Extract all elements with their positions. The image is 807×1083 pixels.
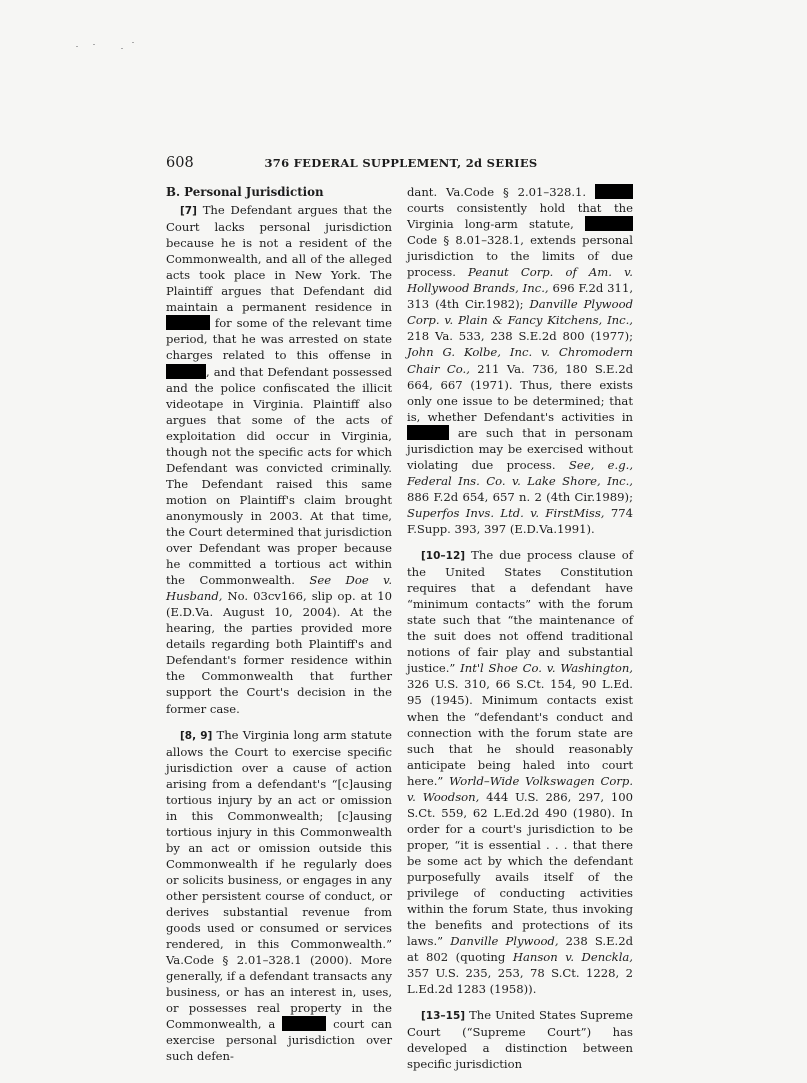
redaction-bar xyxy=(282,1016,326,1031)
case-citation: Danville Plywood, xyxy=(450,934,559,949)
headnote-number: [7] xyxy=(180,205,197,218)
headnote-number: [8, 9] xyxy=(180,729,213,742)
redaction-bar xyxy=(595,184,633,199)
page-number: 608 xyxy=(166,155,194,171)
redaction-bar xyxy=(166,315,210,330)
case-citation: See, e.g., Federal Ins. Co. v. Lake Shore, Inc., xyxy=(407,457,633,488)
section-heading: B. Personal Jurisdiction xyxy=(166,185,324,199)
headnote-number: [10–12] xyxy=(421,550,466,563)
paragraph: [13–15] The United States Supreme Court (“Supreme Court”) has developed a distinction between specific jurisdiction xyxy=(407,1008,634,1072)
left-column xyxy=(166,184,392,1075)
redaction-bar xyxy=(585,216,633,231)
running-header xyxy=(166,155,636,173)
paragraph: [8, 9] The Virginia long arm statute allows the Court to exercise specific jurisdiction over a cause of action arising from a defendant's “[c]ausing tortious injury by an act or omission in this Commonwealth; [c]ausing tortious injury in this Commonwealth by an act or omission outside this Commonwealth if he regularly does or solicits business, or engages in any other persistent course of conduct, or derives substantial revenue from goods used or consumed or services rendered, in this Commonwealth.” Va.Code § 2.01–328.1 (2000). More generally, if a defendant transacts any business, or has an interest in, uses, or possesses real property in the Commonwealth, a court can exercise personal jurisdiction over such defen- xyxy=(166,727,392,1064)
paragraph: [10–12] The due process clause of the United States Constitution requires that a defendant have “minimum contacts” with the forum state such that “the maintenance of the suit does not offend traditional notions of fair play and substantial justice.” Int'l Shoe Co. v. Washington, 326 U.S. 310, 66 S.Ct. 154, 90 L.Ed. 95 (1945). Minimum contacts exist when the “defendant's conduct and connection with the forum state are such that he should reasonably anticipate being haled into court here.” World–Wide Volkswagen Corp. v. Woodson, 444 U.S. 286, 297, 100 S.Ct. 559, 62 L.Ed.2d 490 (1980). In order for a court's jurisdiction to be proper, “it is essential . . . that there be some act by which the defendant purposefully avails itself of the privilege of conducting activities within the forum State, thus invoking the benefits and protections of its laws.” Danville Plywood, 238 S.E.2d at 802 (quoting Hanson v. Denckla, 357 U.S. 235, 253, 78 S.Ct. 1228, 2 L.Ed.2d 1283 (1958)). xyxy=(407,548,634,997)
case-citation: See Doe v. Husband, xyxy=(166,573,392,604)
redaction-bar xyxy=(166,364,206,379)
reporter-series: 376 FEDERAL SUPPLEMENT, 2d SERIES xyxy=(264,156,538,170)
redaction-bar xyxy=(407,425,449,440)
paragraph: [7] The Defendant argues that the Court lacks personal jurisdiction because he is not a resident of the Commonwealth, and all of the alleged acts took place in New York. The Plaintiff argues that Defendant did maintain a permanent residence in for some of the relevant time period, that he was arrested on state charges related to this offense in , and that Defendant possessed and the police confiscated the illicit videotape in Virginia. Plaintiff also argues that some of the acts of exploitation did occur in Virginia, though not the specific acts for which Defendant was convicted criminally. The Defendant raised this same motion on Plaintiff's claim brought anonymously in 2003. At that time, the Court determined that jurisdiction over Defendant was proper because he committed a tortious act within the Commonwealth. See Doe v. Husband, No. 03cv166, slip op. at 10 (E.D.Va. August 10, 2004). At the hearing, the parties provided more details regarding both Plaintiff's and Defendant's former residence within the Commonwealth that further support the Court's decision in the former case. xyxy=(166,203,393,716)
right-column xyxy=(407,184,633,1083)
case-citation: Hanson v. Denckla, xyxy=(512,950,633,965)
case-citation: Superfos Invs. Ltd. v. FirstMiss, xyxy=(407,505,605,520)
case-citation: Danville Plywood Corp. v. Plain & Fancy Kitchens, Inc., xyxy=(407,297,633,328)
case-citation: John G. Kolbe, Inc. v. Chromodern Chair Co., xyxy=(407,345,633,376)
paragraph: dant. Va.Code § 2.01–328.1. courts consistently hold that the Virginia long-arm statute, Code § 8.01–328.1, extends personal jurisdiction to the limits of due process. Peanut Corp. of Am. v. Hollywood Brands, Inc., 696 F.2d 311, 313 (4th Cir.1982); Danville Plywood Corp. v. Plain & Fancy Kitchens, Inc., 218 Va. 533, 238 S.E.2d 800 (1977); John G. Kolbe, Inc. v. Chromodern Chair Co., 211 Va. 736, 180 S.E.2d 664, 667 (1971). Thus, there exists only one issue to be determined; that is, whether Defendant's activities in are such that in personam jurisdiction may be exercised without violating due process. See, e.g., Federal Ins. Co. v. Lake Shore, Inc., 886 F.2d 654, 657 n. 2 (4th Cir.1989); Superfos Invs. Ltd. v. FirstMiss, 774 F.Supp. 393, 397 (E.D.Va.1991). xyxy=(407,185,634,536)
headnote-number: [13–15] xyxy=(421,1010,466,1023)
case-citation: World–Wide Volkswagen Corp. v. Woodson, xyxy=(407,773,633,804)
case-citation: Int'l Shoe Co. v. Washington, xyxy=(460,661,633,676)
case-citation: Peanut Corp. of Am. v. Hollywood Brands, Inc., xyxy=(407,265,633,296)
